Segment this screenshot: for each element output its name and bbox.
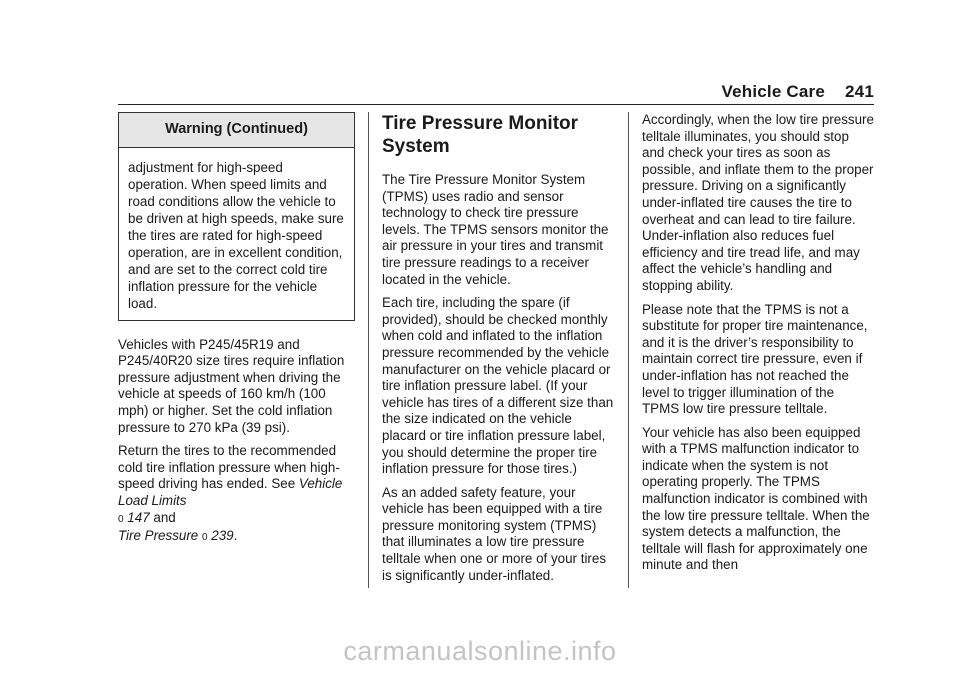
- paragraph: Vehicles with P245/45R19 and P245/40R20 size tires require inflation pressure adjustment when driving the vehicle at speeds of 160 km/h (100 mph) or higher. Set the cold inflation pressure to 270 kPa (39 psi).: [118, 336, 345, 435]
- sentence-period: .: [233, 528, 238, 544]
- section-title: Tire Pressure Monitor System: [382, 113, 579, 157]
- paragraph: Each tire, including the spare (if provided), should be checked monthly when cold and inflated to the inflation pressure recommended by the vehicle manufacturer on the vehicle placard or tire inflation pressure label. (If your vehicle has tires of a different size than the size indicated on the vehicle placard or tire inflation pressure label, you should determine the proper tire inflation pressure for those tires.): [382, 295, 614, 477]
- cross-reference-link[interactable]: Vehicle Load Limits: [118, 476, 343, 508]
- paragraph: Accordingly, when the low tire pressure telltale illuminates, you should stop and check your tires as soon as possible, and inflate them to the proper pressure. Driving on a significantly under-inflated tire causes the tire to overheat and can lead to tire failure. Under-inflation also reduces fuel efficiency and tire tread life, and may affect the vehicle’s handling and stopping ability.: [642, 112, 874, 293]
- cross-reference-page[interactable]: 239: [211, 528, 234, 544]
- section-header-title: Vehicle Care: [721, 82, 826, 101]
- paragraph: The Tire Pressure Monitor System (TPMS) uses radio and sensor technology to check tire pressure levels. The TPMS sensors monitor the air pressure in your tires and transmit tire pressure readings to a receiver located in the vehicle.: [382, 172, 609, 287]
- paragraph: Your vehicle has also been equipped with a TPMS malfunction indicator to indicate when the system is not operating properly. The TPMS malfunction indicator is combined with the low tire pressure telltale. When the system detects a malfunction, the telltale will flash for approximately one minute and then: [642, 424, 870, 573]
- paragraph: As an added safety feature, your vehicle has been equipped with a tire pressure monitoring system (TPMS) that illuminates a low tire pressure telltale when one or more of your tires is significantly under-inflated.: [382, 484, 607, 583]
- warning-box: [118, 112, 355, 321]
- column-divider-left: [368, 112, 369, 588]
- middle-column: [382, 112, 614, 591]
- cross-reference-link[interactable]: Tire Pressure: [118, 528, 199, 544]
- header-rule: [118, 104, 874, 105]
- paragraph-text: Return the tires to the recommended cold tire inflation pressure when high-speed driving has ended. See: [118, 443, 340, 492]
- page-number: 241: [845, 82, 874, 101]
- paragraph: Please note that the TPMS is not a substitute for proper tire maintenance, and it is the driver’s responsibility to maintain correct tire pressure, even if under-inflation has not reached the level to trigger illumination of the TPMS low tire pressure telltale.: [642, 301, 868, 417]
- conjunction-text: and: [153, 509, 176, 525]
- paragraph-with-references: [118, 443, 355, 547]
- page-reference-arrow-icon: 0: [201, 532, 208, 544]
- cross-reference-page[interactable]: 147: [127, 509, 150, 525]
- warning-heading: Warning (Continued): [119, 113, 354, 148]
- right-column: [642, 112, 874, 581]
- watermark: carmanualsonline.info: [343, 636, 617, 666]
- left-column: [118, 112, 355, 554]
- warning-body: adjustment for high-speed operation. When speed limits and road conditions allow the vehicle to be driven at high speeds, make sure the tires are rated for high-speed operation, are in excellent condition, and are set to the correct cold tire inflation pressure for the vehicle load.: [128, 159, 344, 311]
- page-reference-arrow-icon: 0: [118, 513, 124, 525]
- column-divider-right: [628, 112, 629, 588]
- page-header: [722, 82, 875, 102]
